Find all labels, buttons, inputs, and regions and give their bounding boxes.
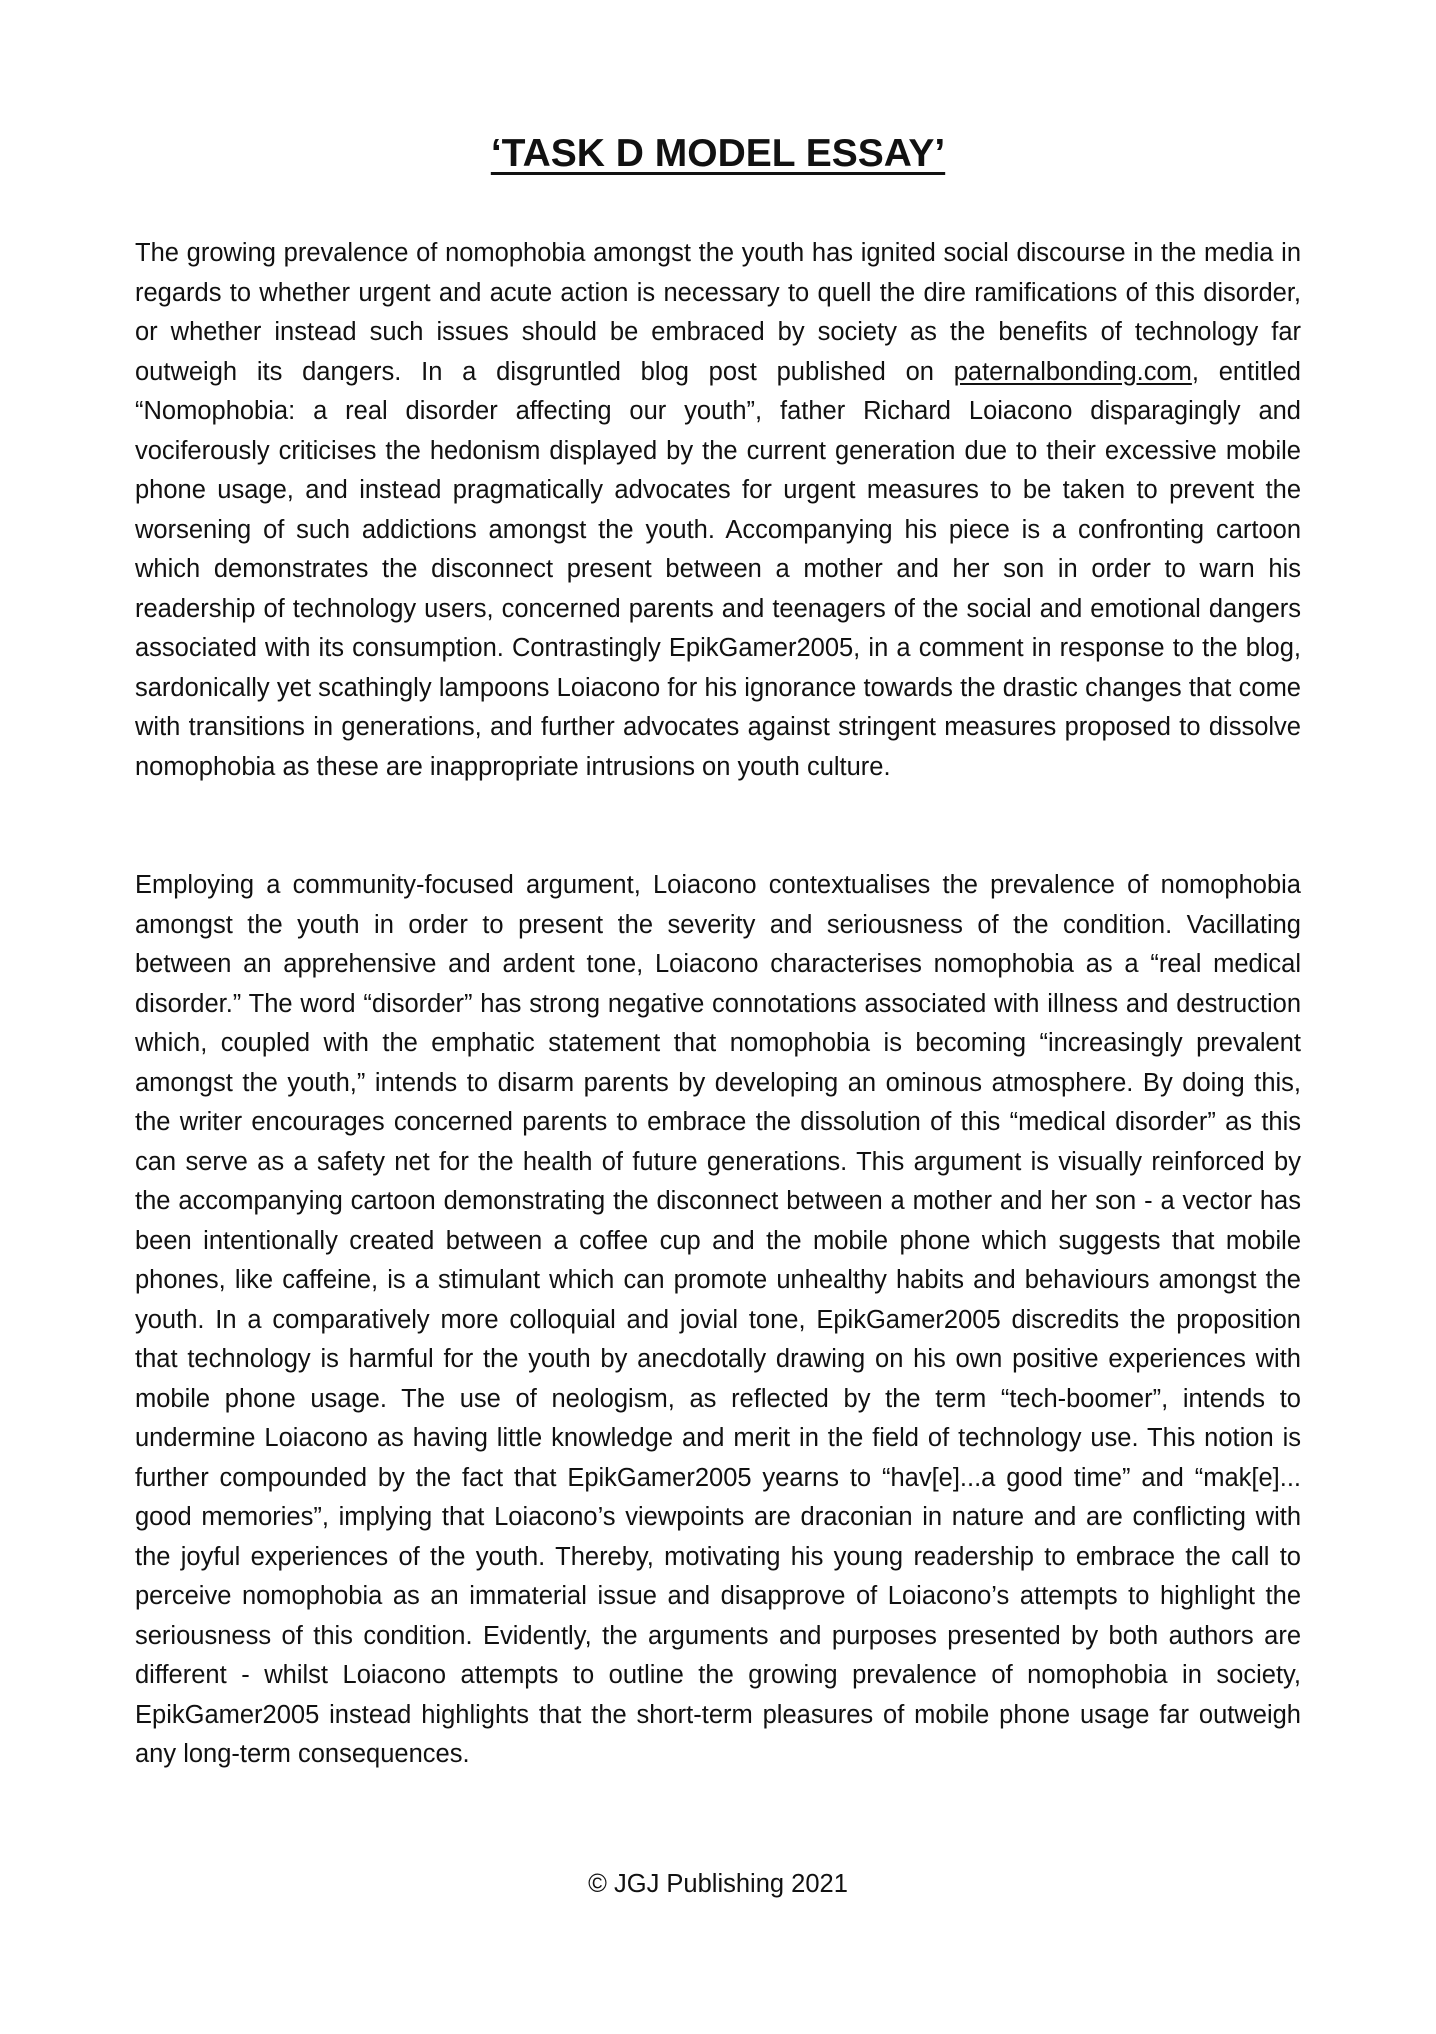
blog-link[interactable]: paternalbonding.com	[953, 357, 1192, 386]
page-title: ‘TASK D MODEL ESSAY’	[490, 132, 946, 175]
intro-paragraph	[135, 234, 1301, 787]
intro-text-after-link: , entitled “Nomophobia: a real disorder affecting our youth”, father Richard Loiacono disparagingly and vociferously criticises the hedonism displayed by the current generation due to their excessive mobile phone usage, and instead pragmatically advocates for urgent measures to be taken to prevent the worsening of such addictions amongst the youth. Accompanying his piece is a confronting cartoon which demonstrates the disconnect present between a mother and her son in order to warn his readership of technology users, concerned parents and teenagers of the social and emotional dangers associated with its consumption. Contrastingly EpikGamer2005, in a comment in response to the blog, sardonically yet scathingly lampoons Loiacono for his ignorance towards the drastic changes that come with transitions in generations, and further advocates against stringent measures proposed to dissolve nomophobia as these are inappropriate intrusions on youth culture.	[135, 357, 1301, 781]
body-paragraph: Employing a community-focused argument, Loiacono contextualises the prevalence of nomophobia amongst the youth in order to present the severity and seriousness of the condition. Vacillating between an apprehensive and ardent tone, Loiacono characterises nomophobia as a “real medical disorder.” The word “disorder” has strong negative connotations associated with illness and destruction which, coupled with the emphatic statement that nomophobia is becoming “increasingly prevalent amongst the youth,” intends to disarm parents by developing an ominous atmosphere. By doing this, the writer encourages concerned parents to embrace the dissolution of this “medical disorder” as this can serve as a safety net for the health of future generations. This argument is visually reinforced by the accompanying cartoon demonstrating the disconnect between a mother and her son - a vector has been intentionally created between a coffee cup and the mobile phone which suggests that mobile phones, like caffeine, is a stimulant which can promote unhealthy habits and behaviours amongst the youth. In a comparatively more colloquial and jovial tone, EpikGamer2005 discredits the proposition that technology is harmful for the youth by anecdotally drawing on his own positive experiences with mobile phone usage. The use of neologism, as reflected by the term “tech-boomer”, intends to undermine Loiacono as having little knowledge and merit in the field of technology use. This notion is further compounded by the fact that EpikGamer2005 yearns to “hav[e]...a good time” and “mak[e]... good memories”, implying that Loiacono’s viewpoints are draconian in nature and are conflicting with the joyful experiences of the youth. Thereby, motivating his young readership to embrace the call to perceive nomophobia as an immaterial issue and disapprove of Loiacono’s attempts to highlight the seriousness of this condition. Evidently, the arguments and purposes presented by both authors are different - whilst Loiacono attempts to outline the growing prevalence of nomophobia in society, EpikGamer2005 instead highlights that the short-term pleasures of mobile phone usage far outweigh any long-term consequences.	[135, 871, 1301, 1768]
intro-text-before-link: The growing prevalence of nomophobia amongst the youth has ignited social discourse in the media in regards to whether urgent and acute action is necessary to quell the dire ramifications of this disorder, or whether instead such issues should be embraced by society as the benefits of technology far outweigh its dangers. In a disgruntled blog post published on	[135, 239, 1301, 386]
copyright-footer: © JGJ Publishing 2021	[588, 1870, 848, 1898]
